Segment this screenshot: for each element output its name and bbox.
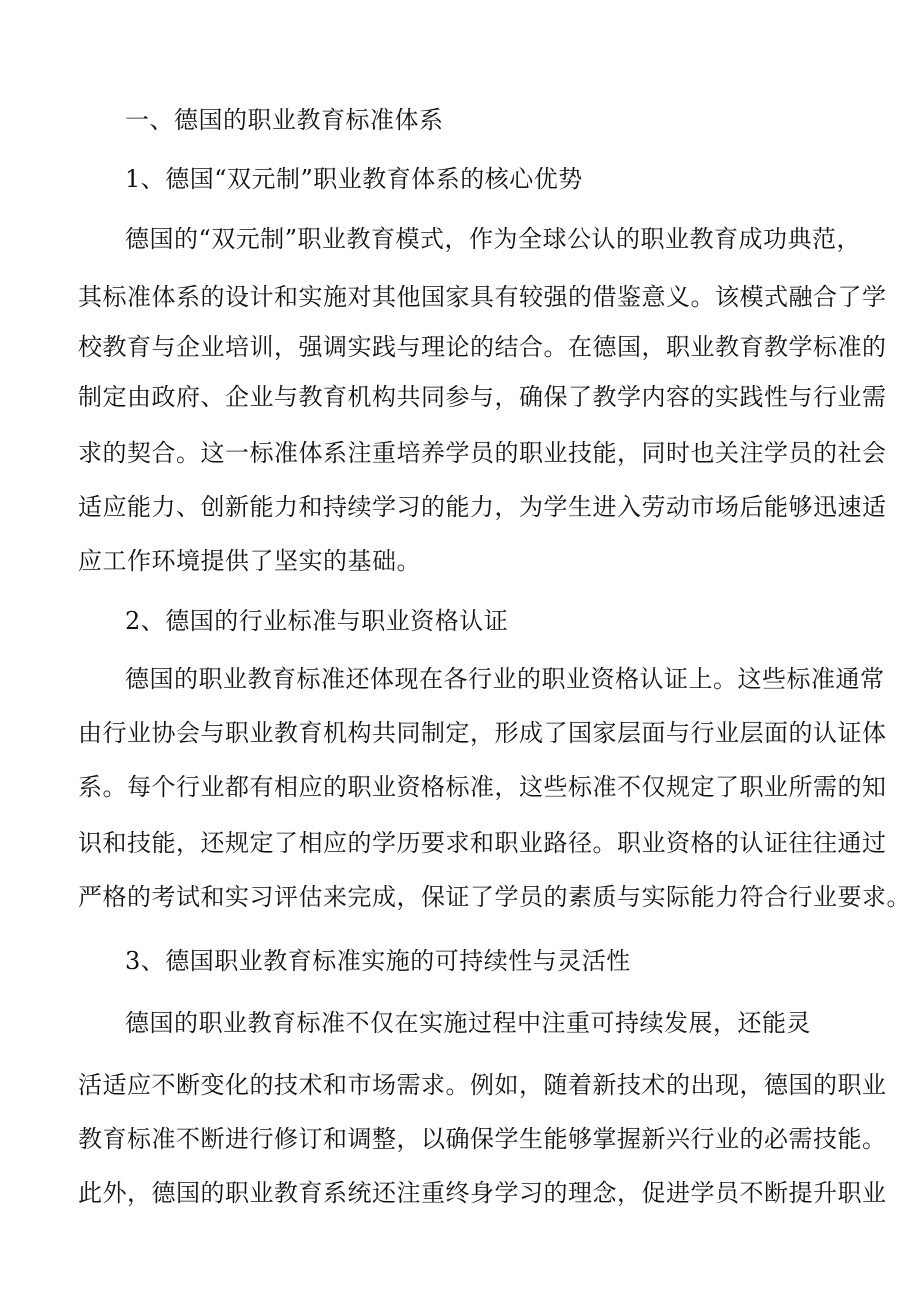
paragraph-line: 德国的职业教育标准还体现在各行业的职业资格认证上。这些标准通常 [125,665,885,693]
paragraph-line: 德国的职业教育标准不仅在实施过程中注重可持续发展，还能灵 [125,1009,811,1037]
paragraph-line: 严格的考试和实习评估来完成，保证了学员的素质与实际能力符合行业要求。 [78,883,911,911]
paragraph-line: 此外，德国的职业教育系统还注重终身学习的理念，促进学员不断提升职业 [78,1179,887,1207]
subsection-heading: 2、德国的行业标准与职业资格认证 [125,607,509,635]
subsection-heading: 1、德国“双元制”职业教育体系的核心优势 [125,165,583,193]
paragraph-line: 求的契合。这一标准体系注重培养学员的职业技能，同时也关注学员的社会 [78,439,887,467]
subsection-heading: 3、德国职业教育标准实施的可持续性与灵活性 [125,947,631,975]
paragraph-line: 制定由政府、企业与教育机构共同参与，确保了教学内容的实践性与行业需 [78,383,887,411]
paragraph-line: 其标准体系的设计和实施对其他国家具有较强的借鉴意义。该模式融合了学 [78,283,887,311]
section-heading: 一、德国的职业教育标准体系 [125,106,444,134]
paragraph-line: 德国的“双元制”职业教育模式，作为全球公认的职业教育成功典范， [125,225,862,253]
paragraph-line: 系。每个行业都有相应的职业资格标准，这些标准不仅规定了职业所需的知 [78,773,887,801]
paragraph-line: 校教育与企业培训，强调实践与理论的结合。在德国，职业教育教学标准的 [78,333,887,361]
paragraph-line: 适应能力、创新能力和持续学习的能力，为学生进入劳动市场后能够迅速适 [78,493,887,521]
paragraph-line: 由行业协会与职业教育机构共同制定，形成了国家层面与行业层面的认证体 [78,719,887,747]
paragraph-line: 活适应不断变化的技术和市场需求。例如，随着新技术的出现，德国的职业 [78,1071,887,1099]
paragraph-line: 应工作环境提供了坚实的基础。 [78,547,421,575]
paragraph-line: 识和技能，还规定了相应的学历要求和职业路径。职业资格的认证往往通过 [78,829,887,857]
paragraph-line: 教育标准不断进行修订和调整，以确保学生能够掌握新兴行业的必需技能。 [78,1125,887,1153]
